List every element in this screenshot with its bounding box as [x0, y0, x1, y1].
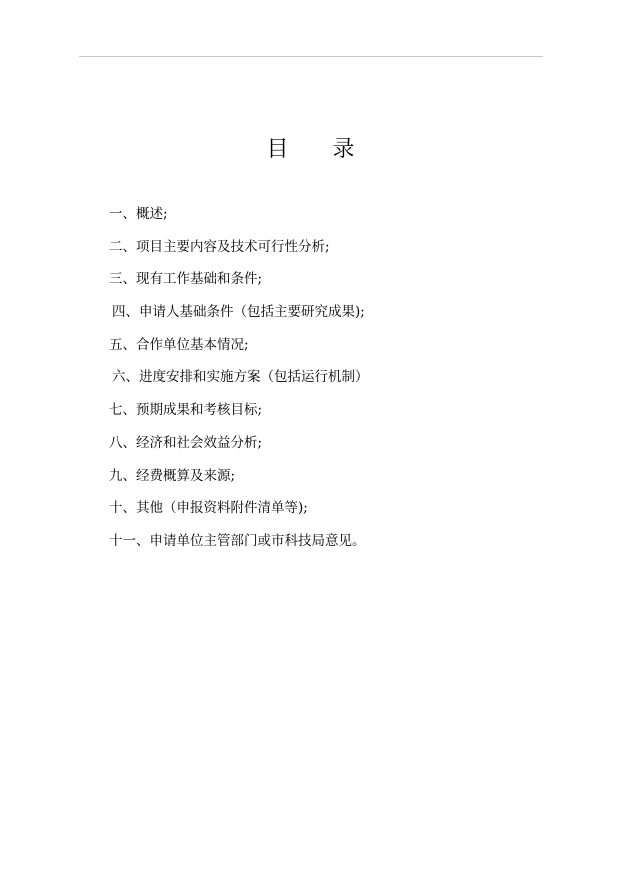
toc-list [109, 202, 369, 562]
page-title [0, 136, 621, 164]
title-char-2: 录 [332, 137, 355, 162]
toc-item: 七、预期成果和考核目标; [109, 402, 263, 419]
toc-item: 五、合作单位基本情况; [109, 336, 249, 353]
toc-item: 一、概述; [109, 206, 168, 222]
title-char-1: 目 [266, 137, 289, 162]
toc-item: 十、其他（申报资料附件清单等); [109, 500, 308, 517]
toc-item: 二、项目主要内容及技术可行性分析; [109, 238, 330, 255]
toc-item: 九、经费概算及来源; [109, 467, 236, 484]
toc-item: 十一、申请单位主管部门或市科技局意见。 [109, 532, 366, 549]
toc-item: 三、现有工作基础和条件; [109, 271, 263, 288]
header-rule [79, 56, 543, 57]
toc-item: 六、进度安排和实施方案（包括运行机制） [112, 369, 369, 386]
toc-item: 四、申请人基础条件（包括主要研究成果); [112, 304, 365, 321]
toc-item: 八、经济和社会效益分析; [109, 434, 263, 451]
